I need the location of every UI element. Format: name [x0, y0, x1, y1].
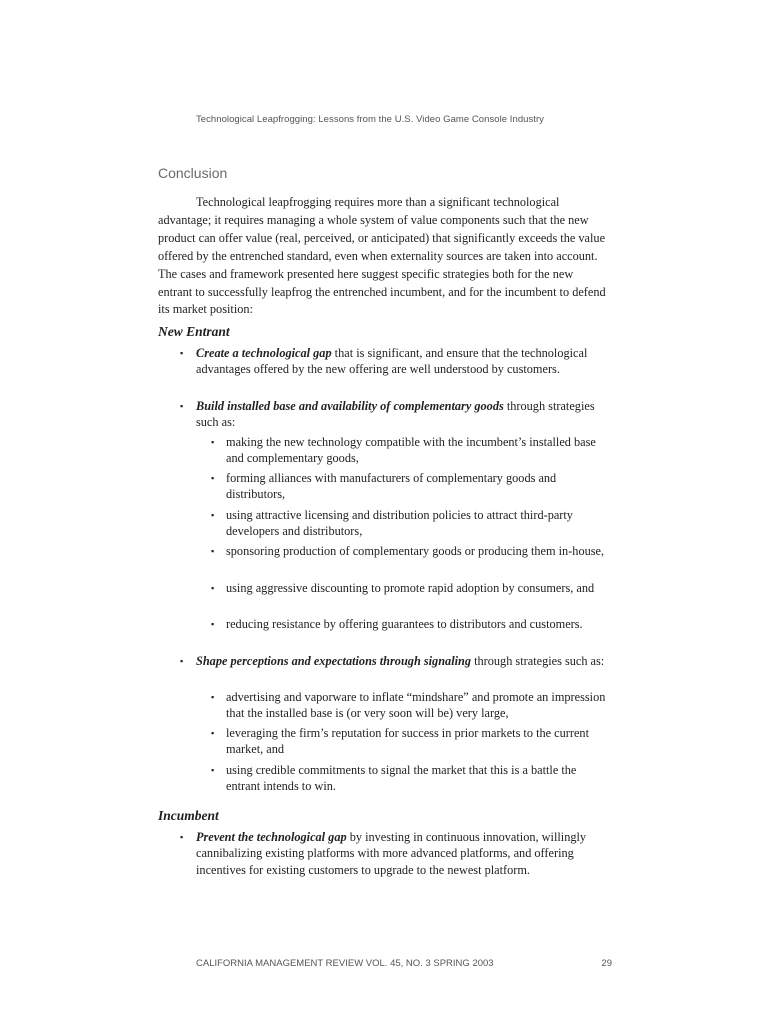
bullet-icon: ▪ [211, 510, 215, 520]
bullet-lead: Build installed base and availability of complementary goods [196, 399, 504, 413]
subheading-incumbent: Incumbent [158, 808, 219, 823]
bullet-create-gap [180, 345, 610, 378]
bullet-text: that is significant, and ensure that the technological advantages offered by the new offering are well understood by customers. [196, 346, 588, 377]
bullet-prevent-gap [180, 829, 610, 878]
bullet-icon: ▪ [180, 832, 184, 842]
bullet-lead: Create a technological gap [196, 346, 332, 360]
page-number: 29 [601, 958, 612, 969]
sub-bullet: ▪ advertising and vaporware to inflate “mindshare” and promote an impression that the installed base is (or very soon will be) very large, [211, 690, 606, 721]
journal-info: CALIFORNIA MANAGEMENT REVIEW VOL. 45, NO. 3 SPRING 2003 [196, 958, 494, 969]
sub-bullet: ▪ making the new technology compatible with the incumbent’s installed base and complementary goods, [211, 435, 596, 466]
sub-bullet: ▪ using aggressive discounting to promote rapid adoption by consumers, and [211, 581, 595, 595]
bullet-icon: ▪ [180, 656, 184, 666]
bullet-icon: ▪ [211, 437, 215, 447]
bullet-lead: Prevent the technological gap [196, 830, 347, 844]
bullet-icon: ▪ [180, 401, 184, 411]
bullet-icon: ▪ [211, 765, 215, 775]
bullet-icon: ▪ [180, 348, 184, 358]
bullet-lead: Shape perceptions and expectations through signaling [196, 654, 472, 668]
bullet-text: through strategies such as: [471, 654, 605, 668]
sub-bullet: ▪ using attractive licensing and distribution policies to attract third-party developers and distributors, [211, 508, 573, 539]
bullet-icon: ▪ [211, 546, 215, 556]
sub-bullet: ▪ leveraging the firm’s reputation for success in prior markets to the current market, and [211, 726, 589, 757]
sub-bullet: ▪ reducing resistance by offering guarantees to distributors and customers. [211, 617, 583, 631]
bullet-text: through strategies such as: [196, 399, 595, 430]
bullet-shape-perceptions [180, 653, 610, 669]
bullet-icon: ▪ [211, 583, 215, 593]
section-heading: Conclusion [158, 165, 228, 181]
bullet-icon: ▪ [211, 473, 215, 483]
sub-bullet: ▪ using credible commitments to signal the market that this is a battle the entrant intends to win. [211, 763, 577, 794]
intro-paragraph: Technological leapfrogging requires more than a significant technological advantage; it requires managing a whole system of value components such that the new product can offer value (real, perceived, or anticipated) that significantly exceeds the value offered by the entrenched standard, even when externality sources are taken into account. The cases and framework presented here suggest specific strategies both for the new entrant to successfully leapfrog the entrenched incumbent, and for the incumbent to defend its market position: [158, 195, 606, 317]
bullet-icon: ▪ [211, 619, 215, 629]
running-header: Technological Leapfrogging: Lessons from the U.S. Video Game Console Industry [196, 114, 544, 125]
bullet-text: by investing in continuous innovation, willingly cannibalizing existing platforms with more advanced platforms, and offering incentives for existing customers to upgrade to the newest platform. [196, 830, 587, 877]
sub-bullet: ▪ forming alliances with manufacturers of complementary goods and distributors, [211, 471, 557, 502]
page-footer [196, 958, 612, 969]
sub-bullet: ▪ sponsoring production of complementary goods or producing them in-house, [211, 544, 605, 558]
bullet-build-base [180, 398, 610, 431]
bullet-icon: ▪ [211, 692, 215, 702]
subheading-new-entrant: New Entrant [158, 324, 230, 339]
bullet-icon: ▪ [211, 728, 215, 738]
